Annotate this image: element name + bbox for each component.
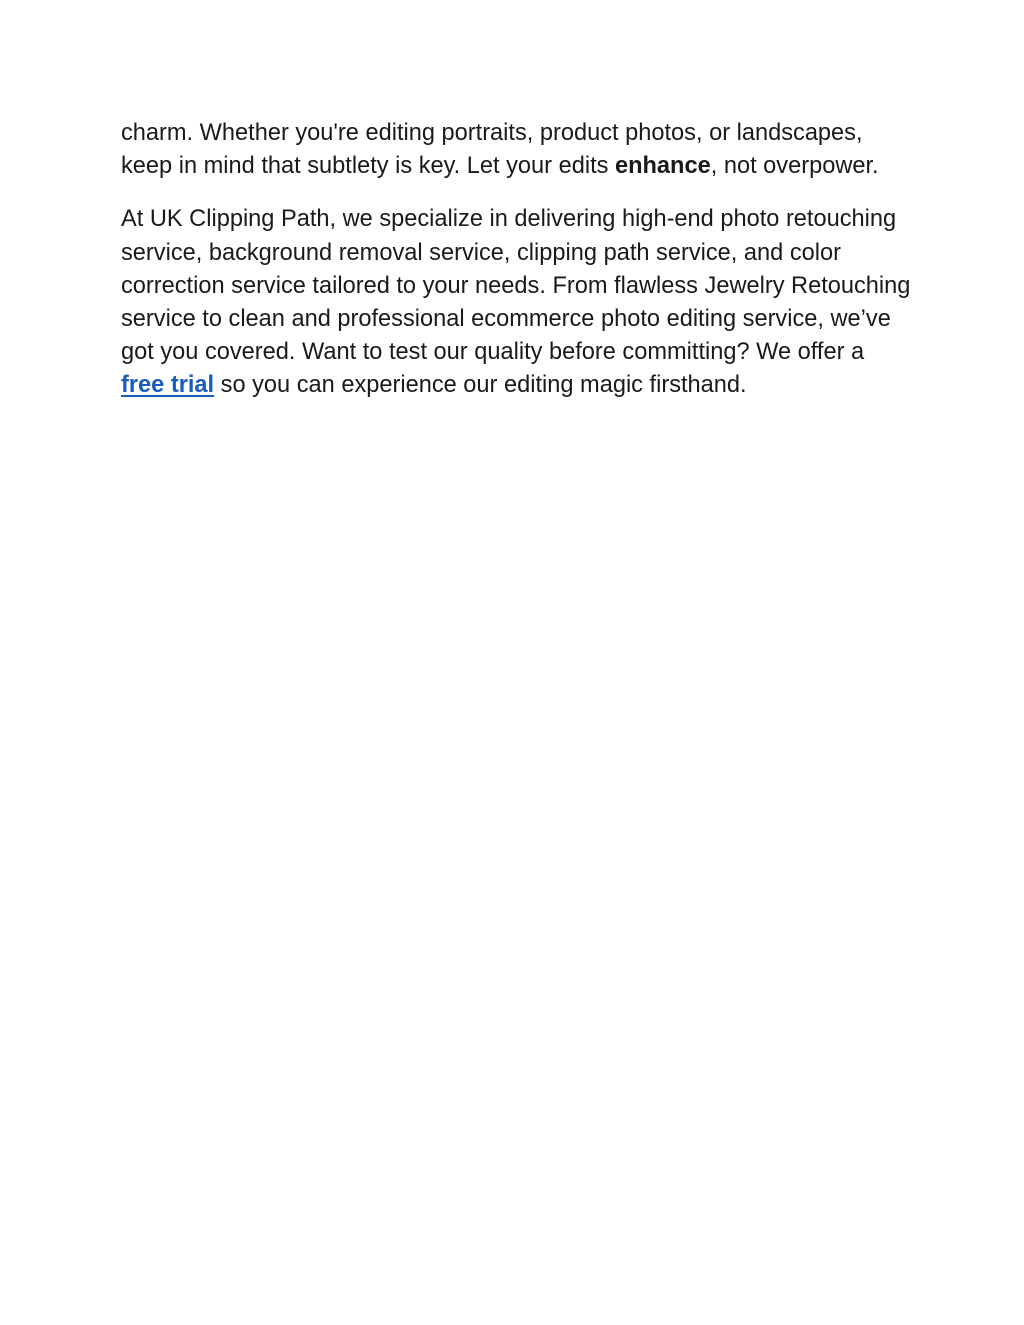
free-trial-link[interactable]: free trial bbox=[121, 372, 215, 399]
paragraph-subtle-edits bbox=[121, 117, 911, 183]
bold-word-enhance: enhance bbox=[614, 153, 711, 180]
paragraph-1-text-start: charm. Whether you're editing portraits, product photos, or landscapes, keep in mind that subtlety is key. Let your edits bbox=[121, 120, 863, 180]
paragraph-2-text-end: so you can experience our editing magic firsthand. bbox=[214, 372, 747, 399]
paragraph-services bbox=[121, 203, 911, 402]
paragraph-1-text-end: , not overpower. bbox=[710, 153, 879, 180]
document-body bbox=[121, 117, 911, 403]
paragraph-2-text-start: At UK Clipping Path, we specialize in delivering high-end photo retouching service, background removal service, clipping path service, and color correction service tailored to your needs. From flawless Jewelry Retouching service to clean and professional ecommerce photo editing service, we’ve got you covered. Want to test our quality before committing? We offer a bbox=[121, 206, 911, 366]
